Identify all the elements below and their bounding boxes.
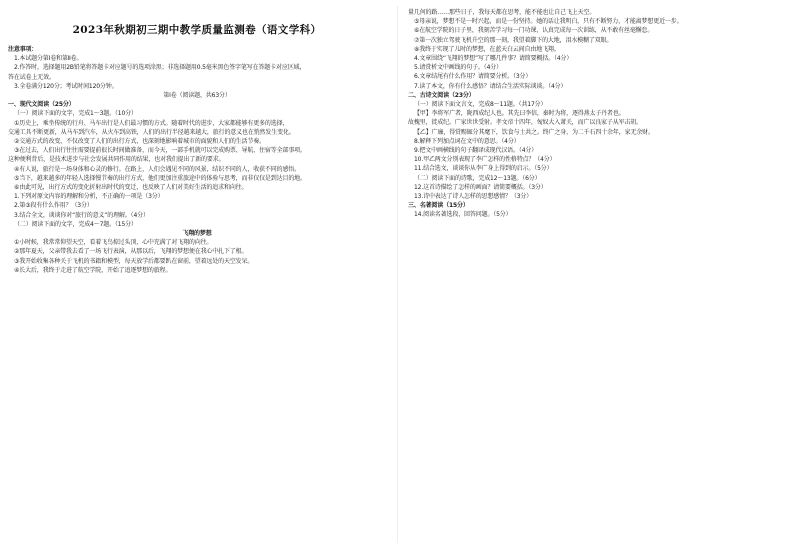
text-line: （二）阅读下面的诗歌，完成12～13题。（6分） bbox=[414, 174, 541, 182]
left-column bbox=[8, 8, 386, 543]
text-line: 三、名著阅读（15分） bbox=[408, 202, 469, 210]
text-line: 【甲】李将军广者，陇西成纪人也。其先曰李信，秦时为将，逐得燕太子丹者也。 bbox=[414, 110, 625, 118]
text-line: （二）阅读下面的文字，完成4～7题。（15分） bbox=[14, 220, 137, 228]
text-line: 飞翔的梦想 bbox=[182, 230, 212, 238]
text-line: 6.文章结尾有什么作用？请简要分析。（3分） bbox=[414, 73, 532, 81]
text-line: 量几何的路……那些日子，我每天都在思考，能不能也让自己飞上天空。 bbox=[408, 9, 596, 16]
text-line: ③在过去，人们出行往往需要提前很长时间做准备，而今天，一部手机就可以完成购票、导航、住宿等全部事项。 bbox=[14, 147, 306, 155]
text-line: 【乙】广廉，得赏赐辄分其麾下，饮食与士共之。终广之身，为二千石四十余年，家无余财。 bbox=[414, 128, 654, 136]
right-column bbox=[408, 8, 786, 543]
text-line: ⑤当下，越来越多的年轻人选择慢节奏的出行方式，他们更加注重旅途中的体验与思考，而非仅仅是到达目的地。 bbox=[14, 174, 306, 182]
left-column-text bbox=[8, 45, 386, 275]
right-column-text bbox=[408, 8, 786, 220]
text-line: 这种便利背后，是技术进步与社会发展共同作用的结果，也对我们提出了新的要求。 bbox=[8, 156, 225, 164]
text-line: 1.本试题分第Ⅰ卷和第Ⅱ卷。 bbox=[14, 55, 83, 63]
text-line: （一）阅读下面的文字，完成1～3题。（10分） bbox=[14, 110, 137, 118]
text-line: 10.甲乙两文分别表现了李广怎样的性格特点？（4分） bbox=[414, 156, 556, 164]
text-line: 交通工具不断更新，从马车到汽车，从火车到高铁，人们的出行半径越来越大，旅行的意义也在悄然发生变化。 bbox=[8, 128, 295, 136]
text-line: 二、古诗文阅读（23分） bbox=[408, 91, 475, 99]
document-title: 2023年秋期初三期中教学质量监测卷（语文学科） bbox=[72, 24, 322, 36]
text-line: 3.全卷满分120分；考试时间120分钟。 bbox=[14, 82, 118, 90]
text-line: 注意事项： bbox=[8, 46, 38, 53]
text-line: 3.结合全文，谈谈你对“旅行的意义”的理解。（4分） bbox=[14, 211, 149, 219]
text-line: 故槐里，徙成纪。广家世世受射。孝文帝十四年，匈奴大入萧关，而广以良家子从军击胡。 bbox=[408, 119, 643, 127]
text-line: 13.诗中表达了诗人怎样的思想感情？（3分） bbox=[414, 193, 533, 201]
text-line: ⑤母亲说，梦想不是一时兴起，而是一份坚持。她的话让我明白，只有不断努力，才能离梦想更近一步。 bbox=[414, 18, 683, 26]
text-line: ⑥由此可见，出行方式的变化折射出时代的变迁，也反映了人们对美好生活的追求和向往。 bbox=[14, 184, 248, 192]
text-line: ②那年夏天，父亲带我去看了一场飞行表演，从那以后，飞翔的梦想便在我心中扎下了根。 bbox=[14, 248, 248, 256]
text-line: ⑥在航空学院的日子里，我刻苦学习每一门功课，认真完成每一次训练，从不敢有丝毫懈怠。 bbox=[414, 27, 654, 35]
text-line: ①历史上，乘坐传统的行舟、马车出行是人们最习惯的方式。随着时代的进步，大家都能够有更多的选择， bbox=[14, 119, 289, 127]
text-line: 9.把文中画横线的句子翻译成现代汉语。（4分） bbox=[414, 147, 538, 155]
text-line: 答在试卷上无效。 bbox=[8, 73, 55, 81]
text-line: ②交通方式的改变，不仅改变了人们的出行方式，也深刻地影响着城市的面貌和人们的生活节奏。 bbox=[14, 138, 265, 146]
text-line: 11.结合选文，谈谈你从李广身上得到的启示。（5分） bbox=[414, 165, 553, 173]
text-line: 14.阅读名著选段，回答问题。（5分） bbox=[414, 211, 512, 219]
text-line: 5.请赏析文中画线的句子。（4分） bbox=[414, 64, 502, 72]
text-line: 12.这首诗描绘了怎样的画面？请简要概括。（3分） bbox=[414, 183, 547, 191]
text-line: 一、现代文阅读（25分） bbox=[8, 101, 75, 109]
text-line: ①小时候，我常常仰望天空，看着飞鸟掠过头顶，心中充满了对飞翔的向往。 bbox=[14, 239, 213, 247]
text-line: ④长大后，我终于走进了航空学院，开始了追逐梦想的旅程。 bbox=[14, 266, 172, 274]
text-line: 7.读了本文，你有什么感悟？请结合生活实际谈谈。（4分） bbox=[414, 82, 567, 90]
text-line: ⑧我终于实现了儿时的梦想，在蓝天白云间自由地飞翔。 bbox=[414, 45, 560, 53]
text-line: 2.第③段有什么作用？（3分） bbox=[14, 202, 93, 210]
text-line: ③我开始收集各种关于飞机的书籍和模型，每天放学后都要趴在窗前，望着远处的天空发呆。 bbox=[14, 257, 254, 265]
text-line: 8.解释下列加点词在文中的意思。（4分） bbox=[414, 137, 520, 145]
text-line: ④有人说，旅行是一场身体和心灵的修行。在路上，人们会遇见不同的风景，结识不同的人，收获不同的感悟。 bbox=[14, 165, 301, 173]
text-line: （一）阅读下面文言文，完成8～11题。（共17分） bbox=[414, 101, 547, 109]
text-line: 4.文章围绕“飞翔的梦想”写了哪几件事？请简要概括。（4分） bbox=[414, 55, 573, 63]
text-line: ⑦第一次独立驾驶飞机升空的那一刻，我望着脚下的大地，泪水模糊了双眼。 bbox=[414, 36, 613, 44]
text-line: 第Ⅰ卷（阅读题，共63分） bbox=[163, 92, 231, 100]
text-line: 2.作答时，选择题用2B铅笔将答题卡对应题号的选项涂黑；非选择题用0.5毫米黑色签字笔写在答题卡对应区域， bbox=[14, 64, 306, 72]
text-line: 1.下列对原文内容的理解和分析，不正确的一项是（3分） bbox=[14, 193, 164, 201]
column-divider bbox=[397, 6, 398, 543]
